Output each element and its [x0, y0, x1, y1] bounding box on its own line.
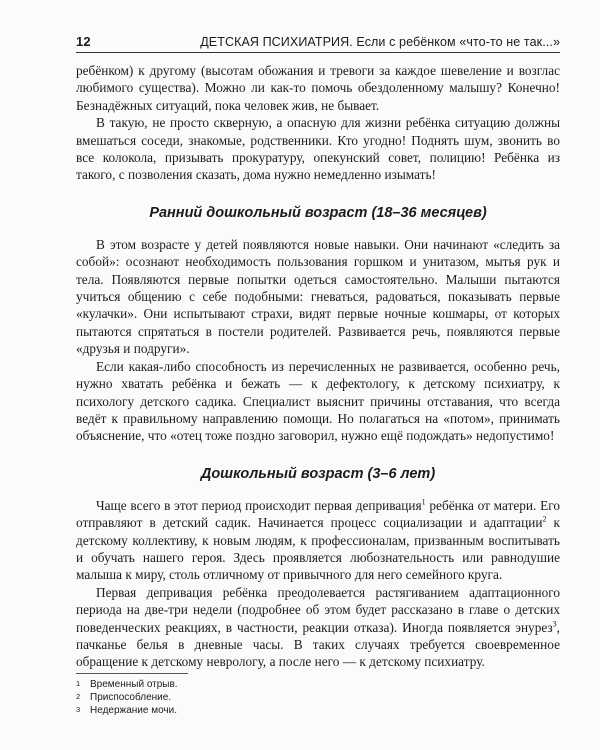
- footnote: [76, 704, 560, 717]
- footnote-number: 2: [76, 692, 81, 701]
- footnote: [76, 678, 560, 691]
- paragraph: В такую, не просто скверную, а опасную для жизни ребёнка ситуацию должны вмешаться соседи, знакомые, родственники. Кто угодно! Поднять шум, звонить во все колокола, призывать прокуратуру, опекунский совет, полицию! Ребёнка из такого, с позволения сказать, дома нужно немедленно изымать!: [76, 115, 560, 183]
- paragraph: Если какая-либо способность из перечисленных не развивается, особенно речь, нужно хватать ребёнка и бежать — к дефектологу, к детскому психиатру, к психологу детского садика. Специалист выяснит причины отставания, что всегда ведёт к правильному направлению помощи. Но полагаться на «потом», принимать объяснение, что «отец тоже поздно заговорил, нужно ещё подождать» недопустимо!: [76, 358, 560, 444]
- footnote-ref[interactable]: 1: [421, 497, 426, 507]
- footnote-ref[interactable]: 3: [552, 619, 557, 629]
- footnote: [76, 691, 560, 704]
- footnote-rule: [76, 673, 188, 674]
- text-run: Первая депривация ребёнка преодолевается растягиванием адаптационного периода на две-три недели (подробнее об этом будет рассказано в главе о детских поведенческих реакциях, в частности, реакции отказа). Иногда появляется энурез: [76, 584, 560, 635]
- text-run: ребёнка от матери. Его отправляют в детский садик. Начинается процесс социализации и адаптации: [76, 497, 560, 531]
- paragraph: [76, 584, 560, 671]
- paragraph: ребёнком) к другому (высотам обожания и тревоги за каждое шевеление и возглас любимого существа). Можно ли как-то помочь обездоленному малышу? Конечно! Безнадёжных ситуаций, пока человек жив, не бывает.: [76, 63, 560, 113]
- section-heading-early-preschool: Ранний дошкольный возраст (18–36 месяцев): [149, 204, 487, 221]
- running-title: ДЕТСКАЯ ПСИХИАТРИЯ. Если с ребёнком «что-то не так...»: [200, 35, 560, 49]
- text-run: , пачканье белья в дневные часы. В таких случаях требуется своевременное обращение к детскому неврологу, а после него — к детскому психиатру.: [76, 619, 560, 670]
- paragraph: В этом возрасте у детей появляются новые навыки. Они начинают «следить за собой»: осознают необходимость пользования горшком и унитазом, мытья рук и тела. Появляются первые попытки одеться самостоятельно. Малыши пытаются учиться общению с себе подобными: гневаться, радоваться, показывать первые «кулачки». Они испытывают страхи, видят первые ночные кошмары, от которых пытаются спрятаться в постели родителей. Развивается речь, появляются первые «друзья и подруги».: [76, 236, 560, 357]
- footnote-text: Недержание мочи.: [90, 705, 178, 716]
- footnotes: [76, 678, 560, 717]
- footnote-ref[interactable]: 2: [542, 514, 547, 524]
- paragraph: [76, 497, 560, 584]
- section-heading-preschool: Дошкольный возраст (3–6 лет): [200, 465, 436, 482]
- footnote-text: Временный отрыв.: [90, 679, 178, 690]
- header-rule: [76, 52, 560, 53]
- footnote-number: 3: [76, 705, 81, 714]
- body-text: [76, 62, 560, 671]
- footnote-text: Приспособление.: [90, 692, 172, 703]
- text-run: к детскому коллективу, к новым людям, к профессионалам, призванным воспитывать и обучать нашего героя. Здесь проявляется любознательность или равнодушие малыша к миру, столь отличному от привычного для него семейного круга.: [76, 515, 560, 583]
- page-number: 12: [76, 34, 91, 49]
- running-head: [76, 34, 560, 49]
- text-run: Чаще всего в этот период происходит первая депривация: [96, 497, 422, 513]
- footnote-number: 1: [76, 679, 81, 688]
